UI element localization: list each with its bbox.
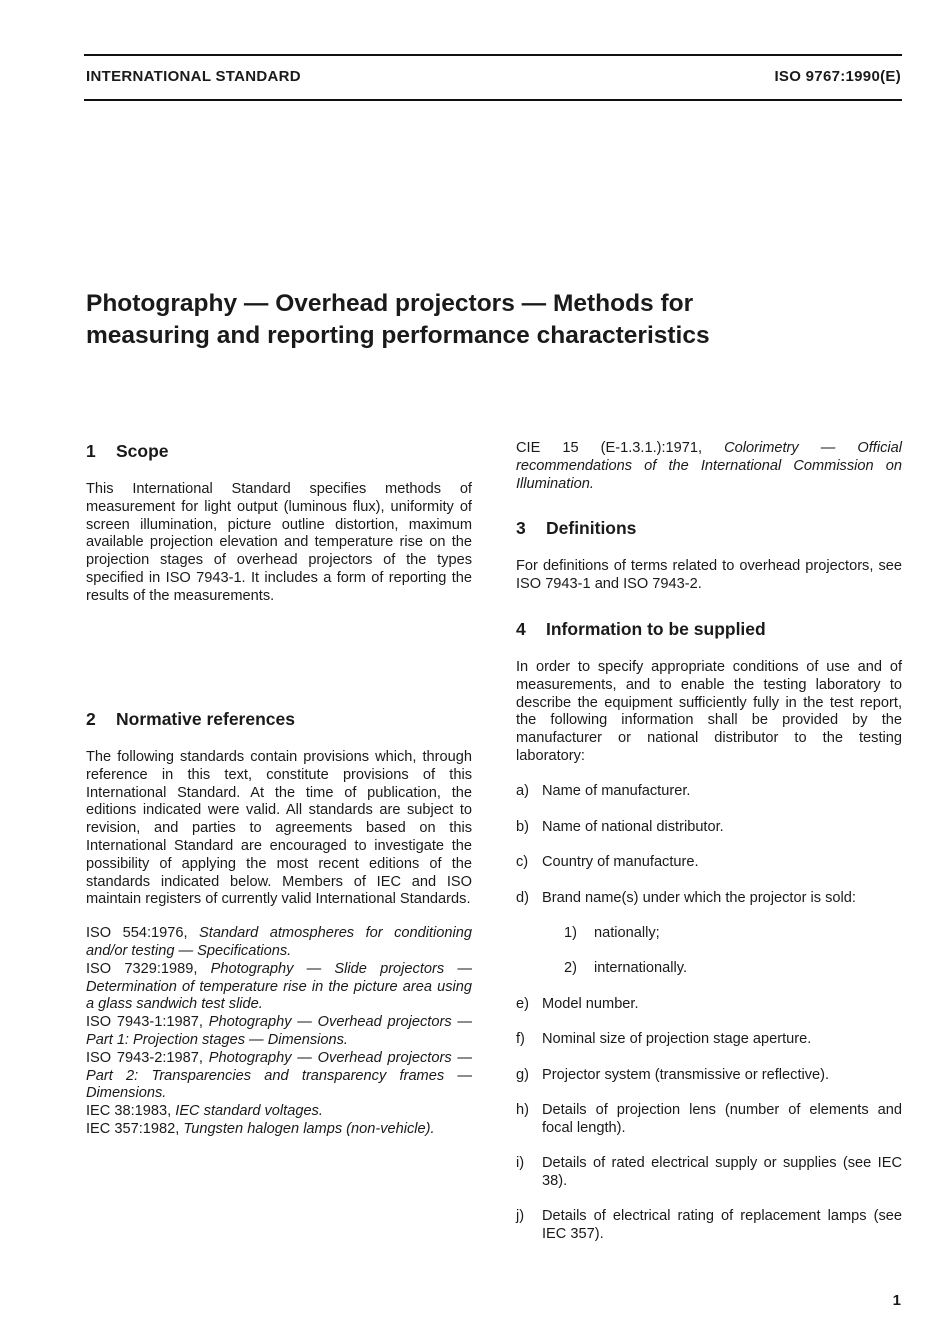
list-item: j) Details of electrical rating of replacement lamps (see IEC 357). — [516, 1208, 902, 1243]
section-4-heading: 4 Information to be supplied — [516, 619, 766, 639]
list-item: i) Details of rated electrical supply or supplies (see IEC 38). — [516, 1155, 902, 1189]
list-item: b) Name of national distributor. — [516, 818, 724, 835]
reference-iec-38: IEC 38:1983, IEC standard voltages. — [86, 1103, 323, 1120]
reference-iso-7943-2: ISO 7943-2:1987, Photography — Overhead projectors — Part 2: Transparencies and transparency frames — Dimensions. — [86, 1049, 472, 1102]
list-item: h) Details of projection lens (number of elements and focal length). — [516, 1101, 902, 1136]
definitions-paragraph: For definitions of terms related to overhead projectors, see ISO 7943-1 and ISO 7943-2. — [516, 558, 902, 592]
information-paragraph: In order to specify appropriate conditions of use and of measurements, and to enable the testing laboratory to describe the equipment sufficiently fully in the test report, the following information shall be provided by the manufacturer or national distributor to the testing laboratory: — [516, 659, 902, 764]
standard-number: ISO 9767:1990(E) — [774, 68, 901, 85]
list-item: g) Projector system (transmissive or reflective). — [516, 1066, 830, 1083]
document-title — [86, 288, 866, 352]
reference-iso-554: ISO 554:1976, Standard atmospheres for conditioning and/or testing — Specifications. — [86, 925, 472, 959]
list-item: f) Nominal size of projection stage aperture. — [516, 1031, 812, 1048]
list-item: c) Country of manufacture. — [516, 854, 699, 871]
reference-iso-7943-1: ISO 7943-1:1987, Photography — Overhead projectors — Part 1: Projection stages — Dimensions. — [86, 1014, 472, 1048]
section-2-heading: 2 Normative references — [86, 709, 295, 729]
section-1-heading: 1 Scope — [86, 441, 169, 461]
reference-iec-357: IEC 357:1982, Tungsten halogen lamps (non-vehicle). — [86, 1120, 435, 1137]
section-3-heading: 3 Definitions — [516, 518, 637, 538]
sub-list-item: 2) internationally. — [564, 960, 688, 977]
header-top-rule — [84, 54, 902, 56]
document-type: INTERNATIONAL STANDARD — [86, 68, 301, 85]
header-bottom-rule — [84, 99, 902, 101]
list-item: e) Model number. — [516, 995, 639, 1012]
reference-iso-7329: ISO 7329:1989, Photography — Slide projectors — Determination of temperature rise in the picture area using a glass sandwich test slide. — [86, 960, 472, 1013]
sub-list-item: 1) nationally; — [564, 924, 660, 941]
title-line-2: measuring and reporting performance characteristics — [86, 322, 710, 349]
normative-paragraph: The following standards contain provisions which, through reference in this text, constitute provisions of this International Standard. At the time of publication, the editions indicated were valid. All standards are subject to revision, and parties to agreements based on this International Standard are encouraged to investigate the possibility of applying the most recent editions of the standards indicated below. Members of IEC and ISO maintain registers of currently valid International Standards. — [86, 749, 472, 908]
page-number: 1 — [892, 1292, 901, 1309]
scope-paragraph: This International Standard specifies methods of measurement for light output (luminous flux), uniformity of screen illumination, picture outline distortion, maximum available projection elevation and temperature rise on the projection stages of overhead projectors of the types specified in ISO 7943-1. It includes a form of reporting the results of the measurements. — [86, 481, 472, 604]
list-item: d) Brand name(s) under which the projector is sold: — [516, 889, 856, 906]
title-line-1: Photography — Overhead projectors — Methods for — [86, 290, 694, 317]
list-item: a) Name of manufacturer. — [516, 783, 691, 800]
reference-cie-15: CIE 15 (E-1.3.1.):1971, Colorimetry — Official recommendations of the International Commission on Illumination. — [516, 440, 902, 492]
